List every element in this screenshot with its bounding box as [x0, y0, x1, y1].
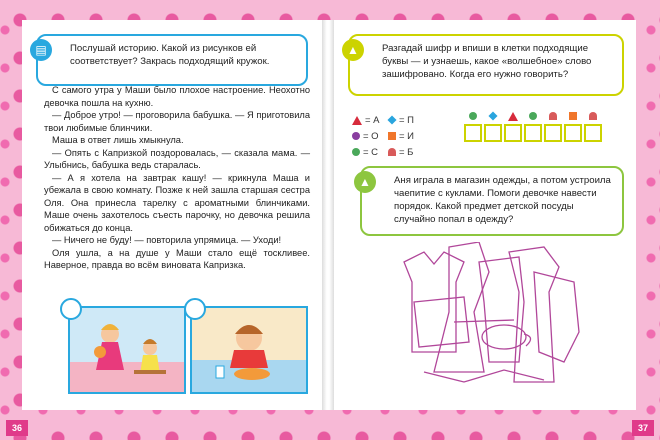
house-icon [388, 132, 396, 140]
cipher-legend [352, 112, 424, 160]
letter-box[interactable] [584, 124, 602, 142]
picture-girls-with-pancakes [68, 306, 186, 394]
listen-task-text: Послушай историю. Какой из рисунков ей соответствует? Закрась подходящий кружок. [70, 43, 270, 67]
letter-box[interactable] [484, 124, 502, 142]
cipher-code [464, 112, 602, 122]
letter-box[interactable] [544, 124, 562, 142]
story-paragraph: С самого утра у Маши было плохое настроение. Неохотно девочка пошла на кухню. [44, 85, 310, 108]
story-paragraph: Оля ушла, а на душе у Маши стало ещё тоскливее. Наверное, правда во всём виновата Капризка. [44, 247, 310, 270]
diamond-icon [387, 115, 396, 124]
graduation-cap-icon: ▲ [342, 39, 364, 61]
cipher-task-text: Разгадай шифр и впиши в клетки подходящие буквы — и узнаешь, какое «волшебное» слово зашифровано. Когда его нужно говорить? [382, 43, 592, 80]
legend-item: = А [352, 115, 388, 126]
letter-box[interactable] [464, 124, 482, 142]
letter-box[interactable] [564, 124, 582, 142]
story-paragraph: Маша в ответ лишь хмыкнула. [52, 135, 184, 145]
house-icon [564, 112, 582, 122]
legend-item: = О [352, 131, 388, 142]
page-number-right: 37 [632, 420, 654, 436]
left-page [22, 20, 322, 410]
triangle-icon [504, 112, 522, 122]
cipher-task [348, 34, 624, 96]
story-text [44, 84, 310, 272]
legend-item: = П [388, 115, 424, 126]
page-number-left: 36 [6, 420, 28, 436]
legend-item: = С [352, 147, 388, 158]
clothes-task [360, 166, 624, 236]
diamond-icon [484, 112, 502, 122]
answer-boxes [464, 124, 602, 142]
triangle-icon [352, 116, 362, 125]
book-gutter [322, 20, 334, 410]
story-paragraph: — Опять с Капризкой поздоровалась, — сказала мама. — Улыбнись, бабушка ведь старалась. [44, 147, 310, 170]
mushroom-icon [544, 112, 562, 122]
mushroom-icon [584, 112, 602, 122]
mushroom-icon [388, 148, 396, 156]
legend-item: = И [388, 131, 424, 142]
legend-item: = Б [388, 147, 424, 158]
book-icon: ▤ [30, 39, 52, 61]
flower-icon [524, 112, 542, 122]
graduation-cap-icon: ▲ [354, 171, 376, 193]
listen-task [36, 34, 308, 86]
letter-box[interactable] [504, 124, 522, 142]
circle-icon [352, 132, 360, 140]
clothes-outline-picture [394, 242, 584, 392]
flower-icon [464, 112, 482, 122]
letter-box[interactable] [524, 124, 542, 142]
story-paragraph: — Доброе утро! — проговорила бабушка. — Я приготовила твои любимые блинчики. [44, 110, 310, 133]
answer-circle-2[interactable] [184, 298, 206, 320]
right-page [334, 20, 636, 410]
story-paragraph: — А я хотела на завтрак кашу! — крикнула Маша и убежала в свою комнату. Позже к ней зашла старшая сестра Оля. Она принесла тарелку с ароматными блинчиками. Маше очень захотелось съесть парочку, но девочка решила обижаться до конца. [44, 172, 310, 233]
picture-girl-eating [190, 306, 308, 394]
flower-icon [352, 148, 360, 156]
story-paragraph: — Ничего не буду! — повторила упрямица. — Уходи! [52, 235, 282, 245]
clothes-task-text: Аня играла в магазин одежды, а потом устроила чаепитие с куклами. Помоги девочке навести порядок. Какой предмет детской посуды случайно попал в одежду? [394, 175, 611, 225]
answer-circle-1[interactable] [60, 298, 82, 320]
